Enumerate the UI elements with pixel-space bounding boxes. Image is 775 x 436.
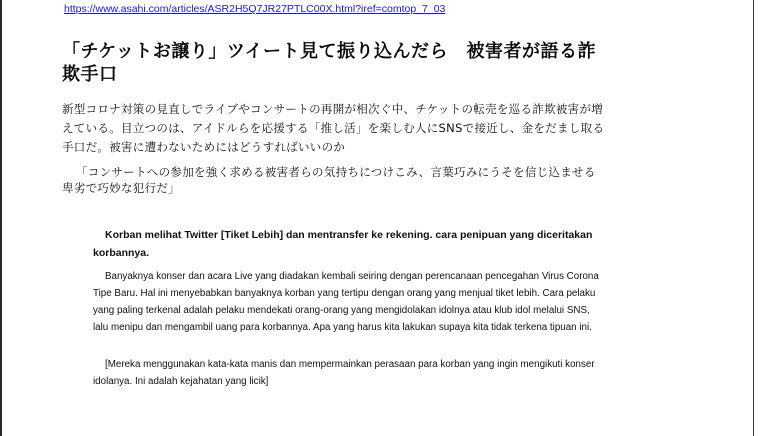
right-page-border <box>753 0 754 436</box>
japanese-quote: 「コンサートへの参加を強く求める被害者らの気持ちにつけこみ、言葉巧みにうそを信じ込ませる卑劣で巧妙な犯行だ」 <box>62 165 596 195</box>
indonesian-quote: [Mereka menggunakan kata-kata manis dan mempermainkan perasaan para korban yang ingin mengikuti konser idolanya. Ini adalah kejahatan yang licik] <box>93 359 595 387</box>
article-url-link[interactable]: https://www.asahi.com/articles/ASR2H5Q7JR27PTLC00X.html?iref=comtop_7_03 <box>64 3 446 15</box>
japanese-lead-paragraph: 新型コロナ対策の見直しでライブやコンサートの再開が相次ぐ中、チケットの転売を巡る詐欺被害が増えている。目立つのは、アイドルらを応援する「推し活」を楽しむ人にSNSで接近し、金をだまし取る手口だ。被害に遭わないためにはどうすればいいのか <box>62 102 605 154</box>
indonesian-body-paragraph: Banyaknya konser dan acara Live yang diadakan kembali seiring dengan perencanaan pencegahan Virus Corona Tipe Baru. Hal ini menyebabkan banyaknya korban yang tertipu dengan orang yang menjual tiket lebih. Cara pelaku yang paling terkenal adalah pelaku mendekati orang-orang yang mengidolakan idolnya atau klub idol melalui SNS, lalu menipu dan mengambil uang para korbannya. Apa yang harus kita lakukan supaya kita tidak terkena tipuan ini. <box>93 271 599 333</box>
japanese-headline: 「チケットお譲り」ツイート見て振り込んだら 被害者が語る詐欺手口 <box>62 41 596 85</box>
indonesian-headline: Korban melihat Twitter [Tiket Lebih] dan mentransfer ke rekening. cara penipuan yang diceritakan korbannya. <box>93 229 593 259</box>
left-page-border <box>0 0 2 436</box>
